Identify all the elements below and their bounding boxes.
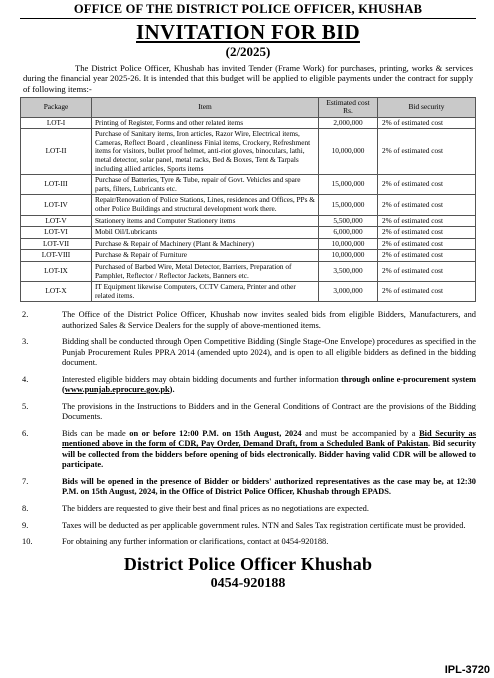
paragraph-7 xyxy=(20,477,476,498)
item-cell: IT Equipment likewise Computers, CCTV Camera, Printer and other related items. xyxy=(92,282,319,302)
paragraph-4 xyxy=(20,375,476,396)
intro-paragraph: The District Police Officer, Khushab has invited Tender (Frame Work) for purchases, printing, works & services during the financial year 2025-26. It is intended that this budget will be applied to eligible payments under the contract for supply of following items:- xyxy=(23,63,473,94)
cost-cell: 10,000,000 xyxy=(319,129,378,175)
paragraph-number: 4. xyxy=(22,374,29,384)
paragraph-text xyxy=(62,429,476,470)
col-package: Package xyxy=(21,98,92,117)
table-row xyxy=(21,227,476,239)
item-cell: Purchased of Barbed Wire, Metal Detector, Barriers, Preparation of Pamphlet, Reflector / Reflector Jackets, Banners etc. xyxy=(92,261,319,281)
col-item: Item xyxy=(92,98,319,117)
item-cell: Purchase of Batteries, Tyre & Tube, repair of Govt. Vehicles and spare parts, filters, Lubricants etc. xyxy=(92,175,319,195)
lot-cell: LOT-I xyxy=(21,117,92,129)
cost-cell: 15,000,000 xyxy=(319,195,378,215)
paragraph-text-bold: on or before 12:00 P.M. on 15th August, 2024 xyxy=(129,428,302,438)
paragraph-10 xyxy=(20,537,476,547)
table-row xyxy=(21,117,476,129)
cost-cell: 3,000,000 xyxy=(319,282,378,302)
paragraph-number: 2. xyxy=(22,310,29,320)
security-cell: 2% of estimated cost xyxy=(378,238,476,250)
table-row xyxy=(21,238,476,250)
lot-cell: LOT-X xyxy=(21,282,92,302)
lot-cell: LOT-III xyxy=(21,175,92,195)
col-cost: Estimated cost Rs. xyxy=(319,98,378,117)
paragraph-2 xyxy=(20,310,476,331)
lots-table xyxy=(20,97,476,302)
lot-cell: LOT-VII xyxy=(21,238,92,250)
item-cell: Purchase of Sanitary items, Iron articles, Razor Wire, Electrical items, Cameras, Reflect Board , cleanliness Finial items, Crockery, Refreshment items for visitors, bullet proof helmet, anti-riot gloves, binoculars, lathi, metal detector, solar panel, metal racks, Bed & Boxes, Tent & Tarpals including allied articles, Sports items xyxy=(92,129,319,175)
table-row xyxy=(21,215,476,227)
cost-cell: 15,000,000 xyxy=(319,175,378,195)
lot-cell: LOT-VIII xyxy=(21,250,92,262)
lot-cell: LOT-IV xyxy=(21,195,92,215)
paragraph-text: Taxes will be deducted as per applicable government rules. NTN and Sales Tax registration certificate must be provided. xyxy=(62,520,466,530)
notice-title: INVITATION FOR BID xyxy=(136,20,360,44)
paragraph-number: 5. xyxy=(22,401,29,411)
paragraph-text-bold-underline: Bid Security as mentioned above in the form of CDR, Pay Order, Demand Draft, from a Scheduled Bank of Pakistan xyxy=(62,428,477,449)
security-cell: 2% of estimated cost xyxy=(378,227,476,239)
paragraph-text-bold: ). xyxy=(169,385,175,395)
paragraph-number: 10. xyxy=(22,537,33,547)
paragraph-text: The provisions in the Instructions to Bidders and in the General Conditions of Contract are the provisions of the Bidding Documents. xyxy=(62,401,476,422)
cost-cell: 5,500,000 xyxy=(319,215,378,227)
item-cell: Repair/Renovation of Police Stations, Lines, residences and Offices, PPs & other Police Buildings and structural development work there. xyxy=(92,195,319,215)
paragraph-text xyxy=(62,375,476,396)
paragraph-5 xyxy=(20,402,476,423)
paragraph-text-part: and must be accompanied by a xyxy=(301,428,420,438)
item-cell: Purchase & Repair of Machinery (Plant & Machinery) xyxy=(92,238,319,250)
col-security: Bid security xyxy=(378,98,476,117)
security-cell: 2% of estimated cost xyxy=(378,195,476,215)
header-rule xyxy=(20,18,476,19)
table-row xyxy=(21,261,476,281)
security-cell: 2% of estimated cost xyxy=(378,175,476,195)
paragraph-text: For obtaining any further information or clarifications, contact at 0454-920188. xyxy=(62,537,329,547)
table-body xyxy=(21,117,476,302)
office-heading: OFFICE OF THE DISTRICT POLICE OFFICER, KHUSHAB xyxy=(73,2,423,16)
security-cell: 2% of estimated cost xyxy=(378,250,476,262)
paragraph-number: 6. xyxy=(22,428,29,438)
cost-cell: 10,000,000 xyxy=(319,238,378,250)
cost-cell: 2,000,000 xyxy=(319,117,378,129)
paragraph-text-bold: through online e-procurement system ( xyxy=(62,374,477,395)
table-row xyxy=(21,129,476,175)
cost-cell: 6,000,000 xyxy=(319,227,378,239)
paragraph-text-part: Interested eligible bidders may obtain bidding documents and further information xyxy=(62,374,342,384)
lot-cell: LOT-V xyxy=(21,215,92,227)
cost-cell: 3,500,000 xyxy=(319,261,378,281)
cost-cell: 10,000,000 xyxy=(319,250,378,262)
security-cell: 2% of estimated cost xyxy=(378,215,476,227)
paragraph-6 xyxy=(20,429,476,470)
paragraph-text-bold: . Bid security will be collected from the bidders before opening of bids electronically. Bidder having valid CDR will be allowed to participate. xyxy=(62,439,476,469)
paragraph-3 xyxy=(20,337,476,368)
paragraph-text: The Office of the District Police Officer, Khushab now invites sealed bids from eligible Bidders, Manufacturers, and authorized Sales & Service Dealers for the supply of above-mentioned items. xyxy=(62,310,476,330)
security-cell: 2% of estimated cost xyxy=(378,282,476,302)
paragraph-8 xyxy=(20,504,476,514)
item-cell: Stationery items and Computer Stationery items xyxy=(92,215,319,227)
table-header-row xyxy=(21,98,476,117)
security-cell: 2% of estimated cost xyxy=(378,261,476,281)
conditions xyxy=(20,310,476,547)
eprocure-link[interactable]: www.punjab.eprocure.gov.pk xyxy=(64,385,170,395)
paragraph-text-part: Bids can be made xyxy=(62,428,130,438)
lot-cell: LOT-II xyxy=(21,129,92,175)
contact-phone: 0454-920188 xyxy=(210,576,286,592)
paragraph-number: 8. xyxy=(22,503,29,513)
item-cell: Purchase & Repair of Furniture xyxy=(92,250,319,262)
table-row xyxy=(21,175,476,195)
lot-cell: LOT-VI xyxy=(21,227,92,239)
paragraph-number: 3. xyxy=(22,337,29,347)
lot-cell: LOT-IX xyxy=(21,261,92,281)
security-cell: 2% of estimated cost xyxy=(378,129,476,175)
table-row xyxy=(21,250,476,262)
table-row xyxy=(21,195,476,215)
paragraph-number: 9. xyxy=(22,520,29,530)
table-row xyxy=(21,282,476,302)
paragraph-number: 7. xyxy=(22,476,29,486)
paragraph-text: Bids will be opened in the presence of Bidder or bidders' authorized representatives as the case may be, at 12:30 P.M. on 15th August, 2024, in the Office of District Police Officer, Khushab through EPADS. xyxy=(62,476,476,496)
item-cell: Printing of Register, Forms and other related items xyxy=(92,117,319,129)
notice-number: (2/2025) xyxy=(225,44,271,59)
paragraph-9 xyxy=(20,521,476,531)
paragraph-text: Bidding shall be conducted through Open Competitive Bidding (Single Stage-One Envelope) procedures as specified in the Punjab Procurement Rules PPRA 2014 (amended upto 2024), and is open to all eligible bidders as defined in the bidding document. xyxy=(62,337,476,367)
paragraph-text: The bidders are requested to give their best and final prices as no negotiations are expected. xyxy=(62,503,369,513)
signature-title: District Police Officer Khushab xyxy=(123,554,373,575)
item-cell: Mobil Oil/Lubricants xyxy=(92,227,319,239)
security-cell: 2% of estimated cost xyxy=(378,117,476,129)
ipl-code: IPL-3720 xyxy=(444,664,490,676)
